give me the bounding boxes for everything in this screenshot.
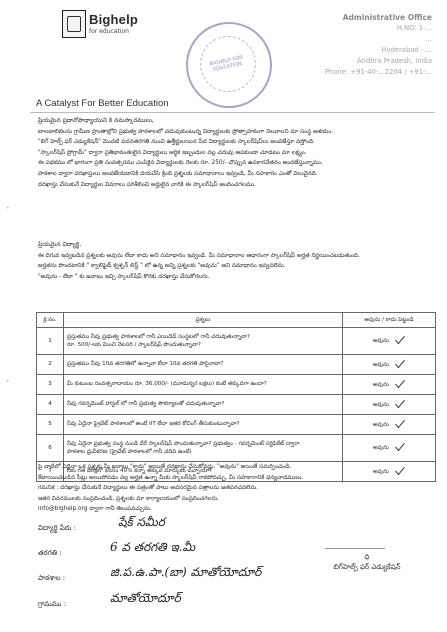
- answer-text: అవును: [373, 361, 389, 368]
- student-instructions: [38, 240, 436, 282]
- question-text: నీవు ఏదైనా ప్రైవేట్ పాఠశాలలో అంటే IIT లేదా ఇతర కోచింగ్ తీసుకుంటున్నావా?: [67, 421, 240, 428]
- paragraph-line: గమనిక : దరఖాస్తు చేసుకునే విద్యార్థులు ఈ పత్రంతో పాటు అవసరమైన పత్రాలను జతపరచవలెను.: [38, 485, 259, 492]
- table-row: [37, 328, 436, 355]
- header-serial: క్ర.సం.: [37, 313, 64, 328]
- check-mark-icon: [395, 416, 405, 428]
- question-text: ప్రస్తుతము నీవు ప్రభుత్వ పాఠశాలలో గానీ ఎయిడెడ్ సంస్థలలో గానీ చదువుతున్నావా?: [67, 333, 250, 340]
- address-block: [272, 12, 432, 78]
- question-cell: [64, 435, 343, 462]
- book-logo-icon: [62, 10, 86, 38]
- punch-mark: •: [6, 205, 10, 212]
- address-line: Administrative Office: [342, 13, 432, 22]
- tagline: A Catalyst For Better Education: [36, 98, 169, 109]
- paragraph-line: "అవును - లేదా " కు జవాబు ఇచ్చి స్కాలర్‌షిప్ కొరకు దరఖాస్తు చేసుకోగలరు.: [38, 273, 210, 280]
- table-header-row: [37, 313, 436, 328]
- paragraph-line: "స్కాలర్‌షిప్ ప్రోగ్రామ్" ద్వారా ప్రతిభావంతులైన విద్యార్థులు ఆర్థిక ఇబ్బందుల వల్ల చదువు ఆపకుండా చూడటం మా లక్ష్యం.: [38, 149, 307, 156]
- check-mark-icon: [395, 440, 405, 452]
- row-number: 5: [37, 415, 64, 435]
- question-text: నీవు గవర్నమెంట్ హాస్టల్ లో గానీ ప్రభుత్వ సౌకర్యాలతో చదువుతున్నావా?: [67, 401, 225, 408]
- row-number: 2: [37, 355, 64, 375]
- closing-notes: [38, 462, 436, 515]
- stamp-text: BIGHELP FOR EDUCATION: [209, 54, 244, 73]
- table-row: [37, 375, 436, 395]
- class-label: తరగతి :: [38, 549, 62, 557]
- question-cell: [64, 375, 343, 395]
- question-cell: [64, 355, 343, 375]
- paragraph-line: కేటాయించబడిన సీట్లు అయిపోవడం వల్ల అర్హత ఉన్నా మీకు స్కాలర్‌షిప్ రాకపోవచ్చు, మీ సహకారానికి ధన్యవాదములు.: [38, 474, 304, 481]
- answer-text: అవును: [373, 381, 389, 388]
- paragraph-line: ఈ పథకము లో భాగంగా ప్రతి సంవత్సరము ఎంపికైన విద్యార్థులకు నెలకు రూ. 250/- చొప్పున ఉపకారవేతనం అందజేస్తున్నాము.: [38, 160, 323, 167]
- row-number: 7: [37, 462, 64, 482]
- village-label: గ్రామము :: [38, 600, 67, 608]
- question-text: రూ. 500/-లకు మించి నెలసరి / స్కాలర్‌షిప్ పొందుతున్నావా?: [67, 342, 201, 348]
- school-field[interactable]: జి.ప.ఉ.పా.(బా) మాతోయోదూర్: [110, 565, 262, 579]
- address-line: H.NO: 1-...: [396, 24, 432, 32]
- question-cell: [64, 415, 343, 435]
- address-line: Hyderabad - ...: [381, 46, 432, 54]
- signature-block: [312, 553, 422, 573]
- table-row: [37, 435, 436, 462]
- check-mark-icon: [395, 396, 405, 408]
- question-text: నీవు ఏదైనా ప్రభుత్వ సంస్థ నుండి వేరే స్కాలర్‌షిప్ పొందుతున్నావా? ప్రభుత్వం - గవర్నమెంట్ సర్టిఫికేట్ ద్వారా: [67, 440, 300, 447]
- village-field[interactable]: మాతోయోదూర్: [110, 591, 181, 605]
- row-number: 6: [37, 435, 64, 462]
- answer-text: అవును: [373, 468, 389, 475]
- check-mark-icon: [395, 376, 405, 388]
- signature-line: బిగ్‌హెల్ప్ ఫర్ ఎడ్యుకేషన్: [333, 563, 401, 571]
- question-cell: [64, 328, 343, 355]
- question-text: ప్రస్తుతము నీవు 10వ తరగతిలో ఉన్నావా లేదా 10వ తరగతి పాసైనావా?: [67, 361, 224, 368]
- row-number: 3: [37, 375, 64, 395]
- brand-name: Bighelp: [89, 12, 139, 27]
- answer-cell[interactable]: [343, 395, 436, 415]
- paragraph-line: అర్హతను పొందటానికి " క్వాలిఫైడ్ క్వశ్చన్ లిస్ట్ " లో ఉన్న అన్ని ప్రశ్నలకు "అవును" అని సమాధానం ఇవ్వవలెను.: [38, 263, 286, 270]
- answer-text: అవును: [373, 338, 389, 345]
- answer-text: అవును: [373, 401, 389, 408]
- answer-cell[interactable]: [343, 435, 436, 462]
- address-line: Phone: +91-40-...2204 / +91-...: [324, 68, 432, 76]
- eligibility-table: [36, 312, 436, 482]
- check-mark-icon: [395, 356, 405, 368]
- paragraph-line: ఈ దిగువ ఇవ్వబడిన ప్రశ్నలకు అవును లేదా కాదు అని సమాధానం ఇవ్వండి. మీ సమాధానాల ఆధారంగా స్కాలర్‌షిప్ అర్హత నిర్ణయించబడుతుంది.: [38, 252, 360, 259]
- salutation: ప్రియమైన విద్యార్థి,: [38, 241, 82, 248]
- signature-scrawl: [325, 540, 385, 549]
- answer-cell[interactable]: [343, 328, 436, 355]
- answer-cell[interactable]: [343, 375, 436, 395]
- name-label: విద్యార్థి పేరు :: [38, 524, 76, 532]
- header-questions: ప్రశ్నలు: [64, 313, 343, 328]
- question-text: మీ కుటుంబ సంవత్సరాదాయం రూ. 36,000/- (మూడున్నర లక్షలు) కంటే తక్కువగా ఉందా?: [67, 381, 267, 388]
- question-text: పాఠశాల ధ్రువీకరణ (ప్రైవేట్ పాఠశాలలో గానీ చదివి ఉంటే): [67, 449, 192, 455]
- contact-line: info@bighelp.org ద్వారా గానీ తెలుపవచ్చును.: [38, 506, 152, 513]
- address-line: Andhra Pradesh, India: [357, 57, 432, 65]
- class-field[interactable]: 6 వ తరగతి ఇ.మీ: [110, 540, 196, 554]
- name-field[interactable]: షేక్ సమీర: [118, 515, 165, 529]
- punch-mark: •: [6, 378, 10, 385]
- question-text: నీకు గత పరీక్షలో కనీసం 40% కన్నా తక్కువ మార్కులు వచ్చాయా?: [67, 468, 213, 475]
- row-number: 4: [37, 395, 64, 415]
- header-answer: అవును / కాదు పెట్టండి: [343, 313, 436, 328]
- brand-subtitle: for education: [89, 28, 129, 35]
- signature-line: ధి: [364, 553, 370, 561]
- address-line: ...: [425, 35, 432, 43]
- answer-text: అవును: [373, 421, 389, 428]
- table-row: [37, 395, 436, 415]
- table-row: [37, 355, 436, 375]
- answer-cell[interactable]: [343, 415, 436, 435]
- school-label: పాఠశాల :: [38, 574, 66, 582]
- intro-section: [38, 116, 436, 190]
- paragraph-line: దరఖాస్తు చేసుకునే విద్యార్థుల వివరాలు పరిశీలించి అర్హులైన వారికి ఈ స్కాలర్‌షిప్ అందించగలము.: [38, 181, 256, 188]
- answer-cell[interactable]: [343, 355, 436, 375]
- answer-text: అవును: [373, 445, 389, 452]
- row-number: 1: [37, 328, 64, 355]
- paragraph-line: పై వాటిలో ఏదైనా ఒక ప్రశ్నకు మీ జవాబు "కాదు" అయితే దరఖాస్తు చేసుకోవద్దు. "అవును" అయితే సమర్పించండి.: [38, 464, 292, 470]
- table-row: [37, 415, 436, 435]
- paragraph-line: పాఠశాల ద్వారా దరఖాస్తులు అందజేయడానికి దయచేసి క్రింది ప్రశ్నలకు సమాధానాలు ఇవ్వండి, మీ సహకారం ఎంతో విలువైనది.: [38, 170, 318, 177]
- paragraph-line: బాలబాలికలను గ్రామీణ ప్రాంతాల్లోని ప్రభుత్వ పాఠశాలలో చదువుకుంటున్న విద్యార్థులకు ప్రోత్సాహకంగా నిలవాలని మా సంస్థ ఆశయం.: [38, 128, 334, 135]
- question-cell: [64, 395, 343, 415]
- greeting: ప్రియమైన ప్రధానోపాధ్యాయుని కి నమస్కారములు,: [38, 117, 154, 124]
- paragraph-line: "బిగ్ హెల్ప్ ఫర్ ఎడ్యుకేషన్" మొదటి పదవతరగతి నుంచి ఉత్తీర్ణులయిన పేద విద్యార్థులకు స్కాలర్‌షిప్‌లు అందజేస్తూ వస్తోంది.: [38, 139, 315, 146]
- header-divider: [30, 112, 435, 113]
- check-mark-icon: [395, 333, 405, 345]
- paragraph-line: ఇతర వివరములకు సంప్రదించండి, ప్రశ్నలకు మా కార్యాలయంలో సంప్రదించగలరు.: [38, 495, 219, 502]
